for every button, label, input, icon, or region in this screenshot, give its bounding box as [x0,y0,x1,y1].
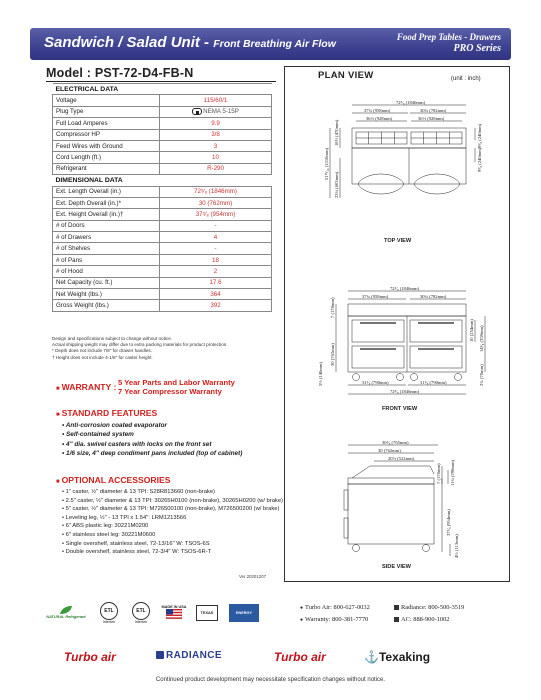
row-value: 72⁵⁄₈ (1846mm) [160,186,272,197]
natural-refrigerant-logo: NATURAL Refrigerant [46,598,86,626]
warranty-line: 7 Year Compressor Warranty [118,387,222,396]
top-view-drawing [300,100,500,220]
row-value: 10 [160,152,272,163]
table-row [53,197,272,208]
spec-table [52,83,272,312]
plug-icon [192,108,202,115]
contact-radiance: Radiance: 800-500-3519 [394,602,464,614]
version-label: Ver.20201207 [239,574,267,579]
made-in-usa-logo: MADE IN USA [160,594,188,630]
row-label: # of Drawers [53,232,160,243]
warranty-line: 5 Year Parts and Labor Warranty [118,378,235,387]
row-value: 3 [160,140,272,151]
accessories-list [62,488,283,557]
texas-icon: TEXAS [196,605,218,621]
row-value: R-290 [160,163,272,174]
unit-label: (unit : inch) [451,76,481,82]
row-value: - [160,220,272,231]
table-row [53,254,272,265]
note-line: * Depth does not include 7/8" for drawer handles. [52,348,152,354]
plan-view-title: PLAN VIEW [318,70,374,81]
svg-text:37¾ (958mm): 37¾ (958mm) [364,108,391,113]
row-label: Feed Wires with Ground [53,140,160,151]
list-item: • 6" stainless steel leg: 30221M0600 [62,531,156,538]
table-row [53,129,272,140]
row-label: Ext. Height Overall (in.)† [53,209,160,220]
row-label: Refrigerant [53,163,160,174]
warranty-label: ■ WARRANTY : [56,382,117,392]
etl-sanitation-logo: ETL Intertek [96,596,122,630]
accessories-heading: ■ OPTIONAL ACCESSORIES [56,475,171,485]
row-label: Gross Weight (lbs.) [53,300,160,311]
row-value: 392 [160,300,272,311]
contact-warranty: ● Warranty: 800-381-7770 [300,616,369,623]
row-label: Ext. Length Overall (in.) [53,186,160,197]
row-value: 3/8 [160,129,272,140]
list-item: • 6" ABS plastic leg: 30221M0200 [62,523,149,530]
row-label: Net Weight (lbs.) [53,289,160,300]
list-item: • 1/6 size, 4" deep condiment pans included (top of cabinet) [62,450,243,458]
table-row [53,186,272,197]
texaking-logo: ⚓Texaking [364,650,431,664]
row-value: 9.9 [160,118,272,129]
table-row [53,106,272,117]
radiance-logo: RADIANCE [156,650,222,661]
features-list [62,421,242,459]
svg-text:30 (762mm): 30 (762mm) [330,343,335,366]
row-value: 364 [160,289,272,300]
row-label: Plug Type [53,106,160,117]
top-view-label: TOP VIEW [384,238,412,244]
list-item: • Double overshelf, stainless steel, 72-3/4" W: TSOS-6R-T [62,549,212,556]
svg-text:51¹⁵⁄₁₆ (1318mm): 51¹⁵⁄₁₆ (1318mm) [324,147,329,180]
spec-notes [52,336,272,361]
row-label: Net Capacity (cu. ft.) [53,277,160,288]
table-row [53,220,272,231]
table-row [53,209,272,220]
svg-text:20½ (522mm): 20½ (522mm) [388,456,415,461]
table-row [53,232,272,243]
contact-info [300,602,464,626]
square-bullet-icon [394,605,399,610]
certification-logos [46,592,278,634]
svg-text:23¾ (603mm): 23¾ (603mm) [334,171,339,198]
front-view-label: FRONT VIEW [382,406,418,412]
bullet-icon: ● [300,606,304,611]
svg-text:9³⁄₈ (240mm): 9³⁄₈ (240mm) [477,123,482,148]
svg-text:4½ (113mm): 4½ (113mm) [454,534,459,558]
features-heading: ■ STANDARD FEATURES [56,408,158,418]
bullet-icon: ● [300,618,304,623]
list-item: • Leveling leg, ½" - 13 TPI x 1.54": LRM1213566 [62,514,187,521]
svg-text:2¾ (70mm): 2¾ (70mm) [479,364,484,386]
row-label: # of Doors [53,220,160,231]
svg-text:30¾ (782mm): 30¾ (782mm) [420,108,447,113]
svg-text:11¾ (298mm): 11¾ (298mm) [450,459,455,486]
row-value: 4 [160,232,272,243]
list-item: • Anti-corrosion coated evaporator [62,422,167,429]
side-view-label: SIDE VIEW [382,564,411,570]
model-number: Model : PST-72-D4-FB-N [46,66,194,80]
row-value: 30 (762mm) [160,197,272,208]
table-row [53,243,272,254]
svg-text:30 (762mm): 30 (762mm) [378,448,401,453]
bullet-icon: ■ [56,386,60,392]
list-item: • Self-contained system [62,431,134,439]
note-line: Actual shipping weight may differ due to extra packing materials for product protection. [52,342,228,348]
svg-text:10 (254mm): 10 (254mm) [469,319,474,342]
electrical-heading: ELECTRICAL DATA [53,84,272,95]
warranty-values [118,378,235,396]
svg-text:18½ (470mm): 18½ (470mm) [334,119,339,146]
row-label: # of Shelves [53,243,160,254]
svg-text:31¹⁄₈ (790mm): 31¹⁄₈ (790mm) [420,380,447,385]
category-line1: Food Prep Tables - Drawers [396,32,501,42]
plug-type-value: NEMA 5-15P [203,108,239,116]
list-item: • 2.5" caster, ½" diameter & 13 TPI: 30265H0100 (non-brake), 30265H0200 (w/ brake) [62,497,283,504]
table-row [53,95,272,106]
turbo-air-ac-logo: Turbo air [274,650,326,664]
svg-text:7 (178mm): 7 (178mm) [330,297,335,318]
svg-text:5½ (140mm): 5½ (140mm) [318,362,323,386]
note-line: Design and specifications subject to change without notice. [52,336,173,341]
row-value [160,106,272,117]
etl-icon: ETL [100,602,118,620]
texas-logo [194,598,220,628]
model-divider [46,81,276,82]
svg-text:31¹⁄₈ (790mm): 31¹⁄₈ (790mm) [362,380,389,385]
bullet-icon: ■ [56,479,60,485]
svg-text:9³⁄₈ (240mm): 9³⁄₈ (240mm) [477,147,482,172]
row-label: Full Load Amperes [53,118,160,129]
svg-text:14¹⁄₈ (359mm): 14¹⁄₈ (359mm) [479,325,484,352]
category-line2: PRO Series [453,43,501,54]
row-label: Compressor HP [53,129,160,140]
svg-text:72⁵⁄₈ (1846mm): 72⁵⁄₈ (1846mm) [390,389,420,394]
front-view-drawing [300,286,500,402]
energy-logo [226,598,262,628]
svg-text:36½ (928mm): 36½ (928mm) [366,116,393,121]
note-line: † Height does not include 4-1/8" for caster height. [52,354,153,360]
list-item: • 5" caster, ½" diameter & 13 TPI: M726500100 (non-brake), M726500200 (w/ brake) [62,506,280,513]
etl-icon: ETL [132,602,150,620]
side-view-drawing [330,440,490,562]
row-label: Cord Length (ft.) [53,152,160,163]
leaf-icon [59,605,73,615]
footnote: Continued product development may necessitate specification changes without notice. [155,677,386,683]
square-bullet-icon [394,617,399,622]
list-item: • 4" dia. swivel casters with locks on the front set [62,440,212,448]
svg-text:7 (178mm): 7 (178mm) [436,463,441,484]
row-label: # of Hood [53,266,160,277]
header-category [397,32,501,54]
contact-turbo: ● Turbo Air: 800-627-0032 [300,604,370,611]
table-row [53,140,272,151]
header-banner [30,28,511,60]
dimensional-heading: DIMENSIONAL DATA [53,175,272,186]
table-row [53,289,272,300]
table-row [53,163,272,174]
row-value: 115/60/1 [160,95,272,106]
list-item: • Single overshelf, stainless steel, 72-13/16" W: TSOS-6S [62,540,210,547]
row-label: Ext. Depth Overall (in.)* [53,197,160,208]
svg-text:30¹⁄₈ (765mm): 30¹⁄₈ (765mm) [382,440,409,445]
row-value: 18 [160,254,272,265]
svg-text:72⁵⁄₈ (1846mm): 72⁵⁄₈ (1846mm) [390,286,420,291]
texaking-mark-icon: ⚓ [364,650,379,664]
contact-ac: AC: 888-900-1002 [394,614,449,626]
etl-listed-logo: ETL Intertek [128,596,154,630]
row-value: 2 [160,266,272,277]
header-title [44,34,336,51]
svg-text:36½ (928mm): 36½ (928mm) [418,116,445,121]
list-item: • 1" caster, ½" diameter & 13 TPI: S28R813660 (non-brake) [62,489,215,495]
energy-icon: ENERGY [229,604,259,622]
turbo-air-logo: Turbo air [64,650,116,664]
row-value: - [160,243,272,254]
row-label: Voltage [53,95,160,106]
table-row [53,277,272,288]
bullet-icon: ■ [56,412,60,418]
brand-bar [64,647,474,669]
header-title-main: Sandwich / Salad Unit - [44,34,214,51]
svg-text:37¾ (958mm): 37¾ (958mm) [362,294,389,299]
table-row [53,118,272,129]
radiance-mark-icon [156,651,164,659]
row-value: 17.6 [160,277,272,288]
table-row [53,300,272,311]
svg-text:30¾ (782mm): 30¾ (782mm) [420,294,447,299]
row-label: # of Pans [53,254,160,265]
row-value: 37⁵⁄₈ (954mm) [160,209,272,220]
header-title-sub: Front Breathing Air Flow [213,38,336,50]
table-row [53,266,272,277]
usa-flag-icon [166,609,182,619]
table-row [53,152,272,163]
svg-text:37⁵⁄₈ (954mm): 37⁵⁄₈ (954mm) [446,509,451,536]
svg-text:72⁵⁄₈ (1846mm): 72⁵⁄₈ (1846mm) [396,100,426,105]
